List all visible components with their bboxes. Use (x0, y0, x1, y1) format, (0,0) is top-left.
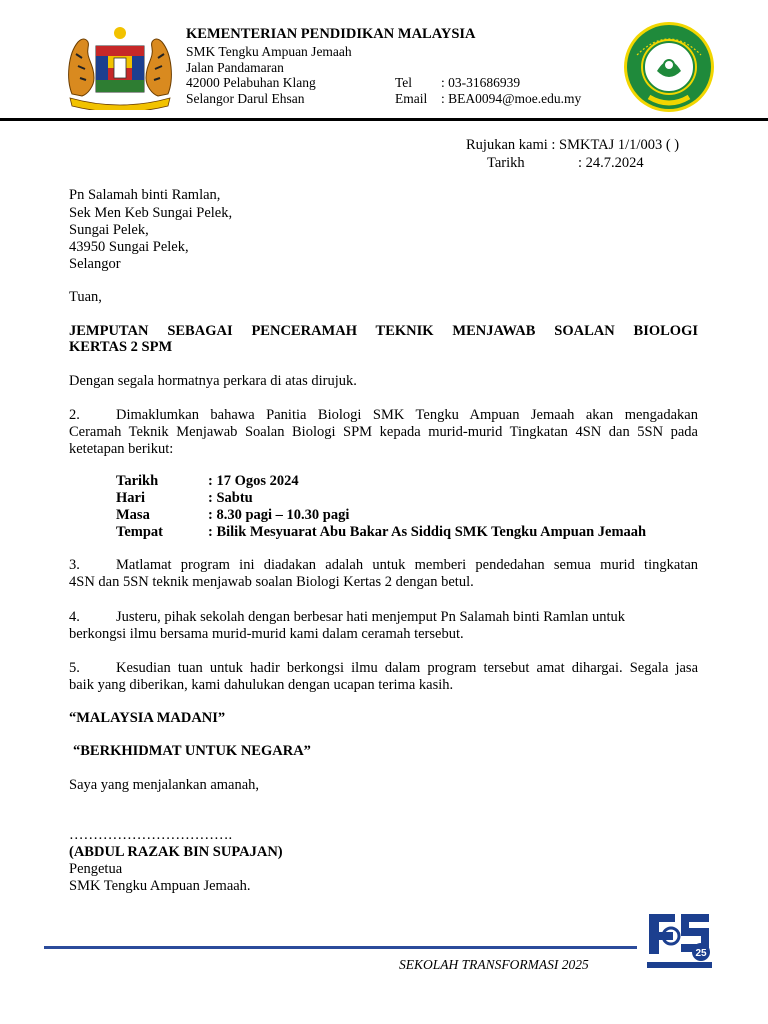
school-name: SMK Tengku Ampuan Jemaah (186, 44, 352, 59)
malaysia-coat-of-arms-icon (64, 24, 176, 110)
address-line-2: 42000 Pelabuhan Klang (186, 75, 316, 90)
para-5-number: 5. (69, 660, 80, 676)
para-4-line-1 (69, 609, 698, 626)
detail-masa-label: Masa (116, 507, 150, 523)
salutation: Tuan, (69, 289, 102, 305)
subject-line-2: KERTAS 2 SPM (69, 339, 173, 355)
para-2-line-3: ketetapan berikut: (69, 441, 174, 457)
address-line-3: Selangor Darul Ehsan (186, 91, 305, 106)
para-5-line-2: baik yang diberikan, kami dahulukan dengan ucapan terima kasih. (69, 677, 454, 693)
reference-number: Rujukan kami : SMKTAJ 1/1/003 ( ) (466, 137, 680, 153)
para-3-number: 3. (69, 557, 80, 573)
para-2-line-1 (69, 407, 698, 424)
para-3-text-1: Matlamat program ini diadakan adalah untuk memberi pendedahan semua murid tingkatan (116, 557, 698, 573)
signatory-school: SMK Tengku Ampuan Jemaah. (69, 878, 251, 894)
para-4-number: 4. (69, 609, 80, 625)
detail-hari-label: Hari (116, 490, 145, 506)
tel-label: Tel (395, 75, 413, 90)
header-divider (0, 118, 768, 121)
recipient-line-1: Pn Salamah binti Ramlan, (69, 187, 221, 203)
slogan-berkhidmat: “BERKHIDMAT UNTUK NEGARA” (73, 743, 311, 759)
school-logo-icon (623, 21, 715, 113)
recipient-line-4: 43950 Sungai Pelek, (69, 239, 189, 255)
para-2-line-2: Ceramah Teknik Menjawab Soalan Biologi SPM kepada murid-murid Tingkatan 4SN dan 5SN pada (69, 424, 698, 440)
ministry-title: KEMENTERIAN PENDIDIKAN MALAYSIA (186, 26, 476, 42)
detail-tempat-value: : Bilik Mesyuarat Abu Bakar As Siddiq SMK Tengku Ampuan Jemaah (208, 524, 647, 540)
footer-divider (44, 946, 637, 949)
para-3-line-1 (69, 557, 698, 574)
email-label: Email (395, 91, 428, 106)
ts-logo-number: 25 (695, 948, 707, 959)
date-label: Tarikh (487, 155, 525, 171)
address-line-1: Jalan Pandamaran (186, 60, 284, 75)
opening-line: Dengan segala hormatnya perkara di atas dirujuk. (69, 373, 357, 389)
email-value: : BEA0094@moe.edu.my (441, 91, 582, 106)
slogan-malaysia-madani: “MALAYSIA MADANI” (69, 710, 226, 726)
para-5-text-1: Kesudian tuan untuk hadir berkongsi ilmu dalam program tersebut amat dihargai. Segala jasa (116, 660, 698, 676)
detail-tarikh-value: : 17 Ogos 2024 (208, 473, 299, 489)
sekolah-transformasi-logo-icon (643, 906, 716, 972)
para-2-text-1: Dimaklumkan bahawa Panitia Biologi SMK Tengku Ampuan Jemaah akan mengadakan (116, 407, 698, 423)
signature-line: ……………………………. (69, 827, 233, 843)
para-4-text-1: Justeru, pihak sekolah dengan berbesar hati menjemput Pn Salamah binti Ramlan untuk (116, 609, 626, 625)
detail-tempat-label: Tempat (116, 524, 163, 540)
detail-hari-value: : Sabtu (208, 490, 253, 506)
para-2-number: 2. (69, 407, 80, 423)
closing-line: Saya yang menjalankan amanah, (69, 777, 260, 793)
para-4-line-2: berkongsi ilmu bersama murid-murid kami dalam ceramah tersebut. (69, 626, 464, 642)
tel-value: : 03-31686939 (441, 75, 521, 90)
date-value: : 24.7.2024 (578, 155, 644, 171)
detail-masa-value: : 8.30 pagi – 10.30 pagi (208, 507, 350, 523)
signatory-name: (ABDUL RAZAK BIN SUPAJAN) (69, 844, 283, 860)
subject-line-1: JEMPUTAN SEBAGAI PENCERAMAH TEKNIK MENJAWAB SOALAN BIOLOGI (69, 323, 698, 339)
para-5-line-1 (69, 660, 698, 677)
footer-motto: SEKOLAH TRANSFORMASI 2025 (399, 957, 589, 972)
recipient-line-2: Sek Men Keb Sungai Pelek, (69, 205, 233, 221)
signatory-title: Pengetua (69, 861, 123, 877)
para-3-line-2: 4SN dan 5SN teknik menjawab soalan Biologi Kertas 2 dengan betul. (69, 574, 474, 590)
recipient-line-5: Selangor (69, 256, 121, 272)
recipient-line-3: Sungai Pelek, (69, 222, 149, 238)
detail-tarikh-label: Tarikh (116, 473, 159, 489)
